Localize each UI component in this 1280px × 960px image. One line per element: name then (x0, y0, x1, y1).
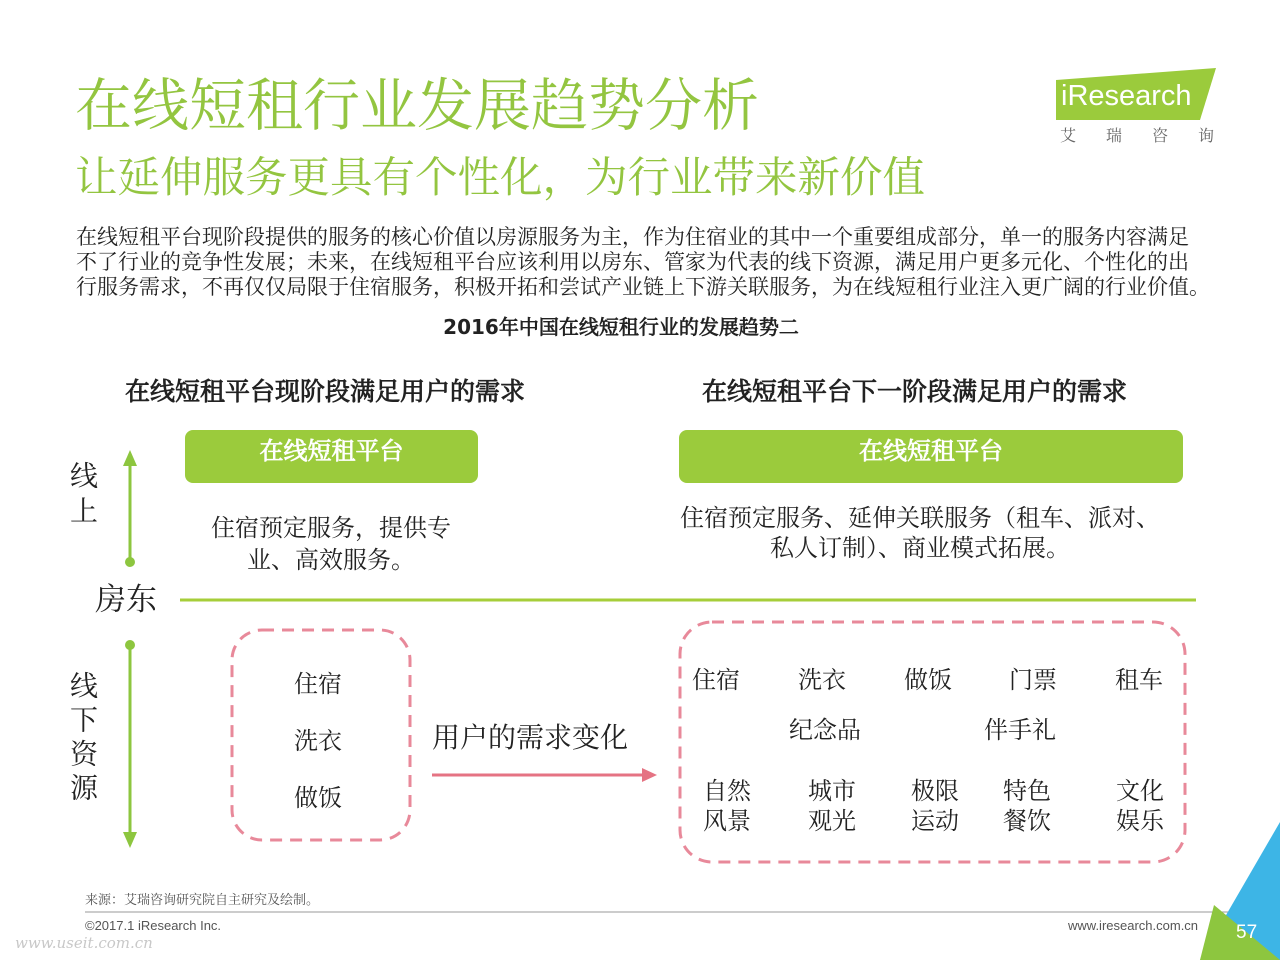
diagram-title: 2016年中国在线短租行业的发展趋势二 (443, 315, 799, 339)
intro-line: 不了行业的竞争性发展；未来，在线短租平台应该利用以房东、管家为代表的线下资源，满足用户更多元化、个性化的出 (76, 250, 1189, 274)
current-offline-item: 洗衣 (294, 727, 342, 755)
website-url: www.iresearch.com.cn (1068, 918, 1199, 933)
item-line: 极限 (911, 777, 959, 805)
service-line: 住宿预定服务，提供专 (211, 514, 451, 542)
next-stage-heading: 在线短租平台下一阶段满足用户的需求 (702, 377, 1128, 406)
next-offline-item: 门票 (1009, 666, 1057, 694)
current-stage-heading: 在线短租平台现阶段满足用户的需求 (125, 377, 526, 406)
service-line: 私人订制）、商业模式拓展。 (770, 534, 1070, 562)
item-line: 运动 (911, 807, 959, 835)
item-line: 文化 (1116, 777, 1164, 805)
page-subtitle: 让延伸服务更具有个性化，为行业带来新价值 (75, 154, 926, 203)
host-label: 房东 (95, 582, 157, 618)
next-offline-item: 租车 (1115, 666, 1163, 694)
page-title: 在线短租行业发展趋势分析 (75, 73, 759, 139)
demand-change-label: 用户的需求变化 (432, 721, 629, 754)
intro-paragraph (76, 225, 1210, 300)
watermark: www.useit.com.cn (15, 934, 153, 952)
change-arrow-head (642, 768, 657, 782)
item-line: 娱乐 (1116, 807, 1164, 835)
logo-brand: iResearch (1061, 80, 1192, 112)
intro-line: 行服务需求，不再仅仅局限于住宿服务，积极开拓和尝试产业链上下游关联服务，为在线短租行业注入更广阔的行业价值。 (76, 275, 1210, 299)
page-number: 57 (1236, 922, 1258, 943)
copyright: ©2017.1 iResearch Inc. (85, 918, 222, 933)
current-online-services (181, 512, 481, 576)
offline-axis-label: 线下资源 (66, 671, 99, 807)
next-offline-item: 住宿 (692, 666, 740, 694)
next-offline-item (687, 776, 767, 836)
online-arrow-head (123, 450, 137, 466)
current-platform-box: 在线短租平台 (185, 430, 478, 483)
item-line: 餐饮 (1003, 807, 1051, 835)
current-offline-item: 住宿 (294, 670, 342, 698)
next-online-services (660, 503, 1180, 563)
next-offline-item (1100, 776, 1180, 836)
item-line: 特色 (1003, 777, 1051, 805)
item-line: 城市 (808, 777, 856, 805)
next-offline-item: 纪念品 (789, 716, 861, 744)
current-offline-item: 做饭 (294, 784, 342, 812)
item-line: 自然 (703, 777, 751, 805)
source-note: 来源：艾瑞咨询研究院自主研究及绘制。 (85, 893, 320, 908)
online-axis-label: 线上 (66, 461, 99, 531)
service-line: 业、高效服务。 (247, 546, 415, 574)
item-line: 观光 (808, 807, 856, 835)
next-platform-box: 在线短租平台 (679, 430, 1183, 483)
next-offline-item (792, 776, 872, 836)
next-offline-item (895, 776, 975, 836)
next-offline-item: 伴手礼 (984, 716, 1056, 744)
next-offline-item: 做饭 (904, 666, 952, 694)
next-offline-item: 洗衣 (798, 666, 846, 694)
online-arrow-dot (125, 557, 135, 567)
logo-brand-cn: 艾瑞咨询 (1060, 126, 1245, 145)
service-line: 住宿预定服务、延伸关联服务（租车、派对、 (680, 504, 1160, 532)
offline-arrow-head (123, 832, 137, 848)
item-line: 风景 (703, 807, 751, 835)
intro-line: 在线短租平台现阶段提供的服务的核心价值以房源服务为主，作为住宿业的其中一个重要组成部分，单一的服务内容满足 (76, 225, 1189, 249)
next-offline-item (987, 776, 1067, 836)
